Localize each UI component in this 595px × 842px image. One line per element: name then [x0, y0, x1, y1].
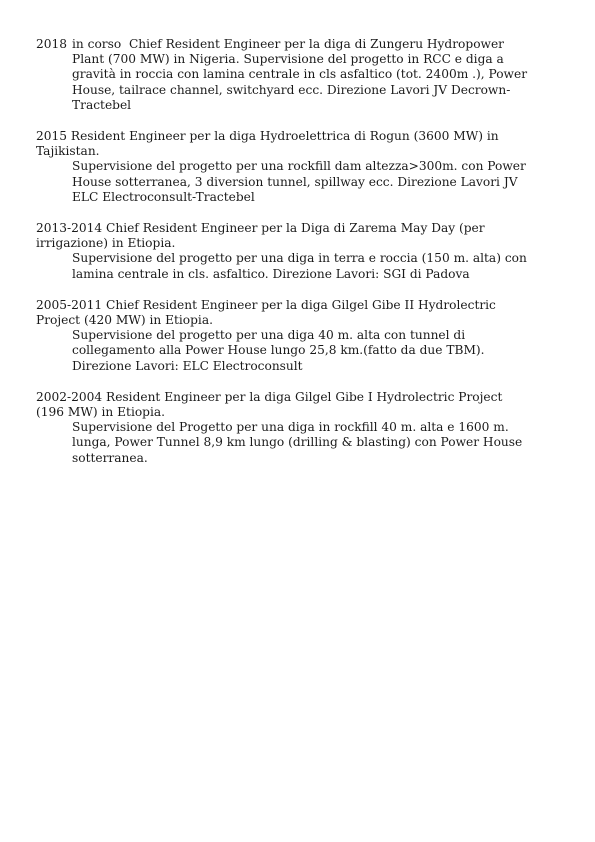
- entry-description-line: lunga, Power Tunnel 8,9 km lungo (drilling & blasting) con Power House: [72, 435, 523, 450]
- entry-heading-line: Project (420 MW) in Etiopia.: [36, 313, 213, 328]
- entry-description: [72, 420, 566, 466]
- entry-heading-line: 2005-2011 Chief Resident Engineer per la diga Gilgel Gibe II Hydrolectric: [36, 297, 496, 312]
- entry-description-line: Direzione Lavori: ELC Electroconsult: [72, 358, 303, 373]
- entry-description-line: Supervisione del progetto per una diga 40 m. alta con tunnel di: [72, 328, 466, 343]
- entry-description-line: Plant (700 MW) in Nigeria. Supervisione del progetto in RCC e diga a: [72, 52, 504, 67]
- cv-entry: [36, 221, 566, 282]
- entry-description-line: lamina centrale in cls. asfaltico. Direzione Lavori: SGI di Padova: [72, 266, 470, 281]
- entry-heading: [36, 390, 566, 420]
- entry-description-line: House, tailrace channel, switchyard ecc. Direzione Lavori JV Decrown-: [72, 82, 511, 97]
- entry-description-line: Tractebel: [72, 97, 132, 112]
- entry-description: [72, 159, 566, 205]
- entry-heading-line: 2015 Resident Engineer per la diga Hydroelettrica di Rogun (3600 MW) in: [36, 129, 499, 144]
- entry-heading-line: (196 MW) in Etiopia.: [36, 405, 166, 420]
- entry-description-line: Supervisione del Progetto per una diga in rockfill 40 m. alta e 1600 m.: [72, 420, 509, 435]
- entry-heading-line: Tajikistan.: [36, 144, 100, 159]
- entry-description-line: House sotterranea, 3 diversion tunnel, spillway ecc. Direzione Lavori JV: [72, 174, 518, 189]
- entry-description-line: sotterranea.: [72, 450, 148, 465]
- entry-heading: [36, 298, 566, 328]
- entry-description: [72, 251, 566, 281]
- entry-heading-line: 2002-2004 Resident Engineer per la diga Gilgel Gibe I Hydrolectric Project: [36, 389, 503, 404]
- cv-entry: [36, 390, 566, 466]
- entry-description-line: gravità in roccia con lamina centrale in cls asfaltico (tot. 2400m .), Power: [72, 67, 528, 82]
- entry-description-line: Supervisione del progetto per una diga in terra e roccia (150 m. alta) con: [72, 251, 527, 266]
- entry-description-line: collegamento alla Power House lungo 25,8 km.(fatto da due TBM).: [72, 343, 485, 358]
- entry-description: [72, 328, 566, 374]
- entry-heading: [36, 221, 566, 251]
- entry-heading-line: in corso Chief Resident Engineer per la diga di Zungeru Hydropower: [72, 37, 505, 51]
- entry-heading: [36, 37, 566, 52]
- cv-entry: [36, 129, 566, 205]
- entry-description: [72, 52, 566, 113]
- entry-description-line: Supervisione del progetto per una rockfill dam altezza>300m. con Power: [72, 159, 526, 174]
- entry-heading: [36, 129, 566, 159]
- entry-heading-line: 2013-2014 Chief Resident Engineer per la Diga di Zarema May Day (per: [36, 221, 485, 236]
- cv-entry: [36, 37, 566, 113]
- entry-heading-line: irrigazione) in Etiopia.: [36, 236, 176, 251]
- cv-entry: [36, 298, 566, 374]
- cv-page: [36, 37, 566, 482]
- entry-year: 2018: [36, 37, 68, 51]
- entry-description-line: ELC Electroconsult-Tractebel: [72, 189, 255, 204]
